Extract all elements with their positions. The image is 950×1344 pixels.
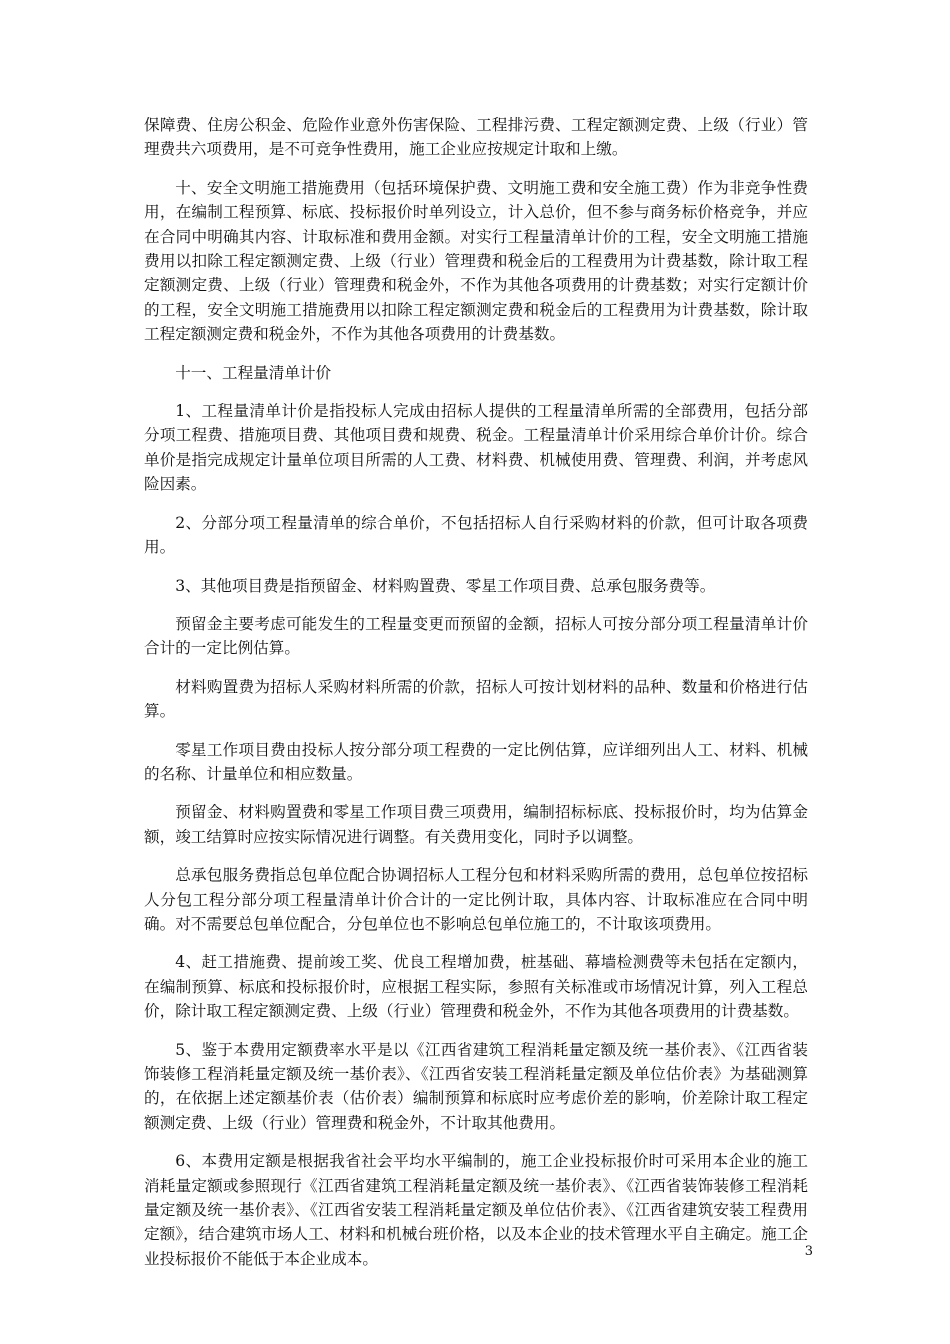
- paragraph-sporadic-work: 零星工作项目费由投标人按分部分项工程费的一定比例估算，应详细列出人工、材料、机械的名称、计量单位和相应数量。: [144, 740, 808, 783]
- paragraph-reserve-fund: 预留金主要考虑可能发生的工程量变更而预留的金额，招标人可按分部分项工程量清单计价合计的一定比例估算。: [144, 614, 808, 658]
- paragraph-item-1: 1、工程量清单计价是指投标人完成由招标人提供的工程量清单所需的全部费用，包括分部分项工程费、措施项目费、其他项目费和规费、税金。工程量清单计价采用综合单价计价。综合单价是指完成规定计量单位项目所需的人工费、材料费、机械使用费、管理费、利润，并考虑风险因素。: [144, 402, 808, 494]
- paragraph-item-6: 6、本费用定额是根据我省社会平均水平编制的，施工企业投标报价时可采用本企业的施工消耗量定额或参照现行《江西省建筑工程消耗量定额及统一基价表》、《江西省装饰装修工程消耗量定额及统一基价表》、《江西省安装工程消耗量定额及单位估价表》、《江西省建筑安装工程费用定额》，结合建筑市场人工、材料和机械台班价格，以及本企业的技术管理水平自主确定。施工企业投标报价不能低于本企业成本。: [144, 1152, 808, 1268]
- body-text: [144, 113, 808, 1285]
- paragraph-estimate-adjust: 预留金、材料购置费和零星工作项目费三项费用，编制招标标底、投标报价时，均为估算金额，竣工结算时应按实际情况进行调整。有关费用变化，同时予以调整。: [144, 803, 808, 846]
- paragraph-material-purchase: 材料购置费为招标人采购材料所需的价款，招标人可按计划材料的品种、数量和价格进行估算。: [144, 677, 808, 721]
- paragraph-item-2: 2、分部分项工程量清单的综合单价，不包括招标人自行采购材料的价款，但可计取各项费用。: [144, 513, 808, 557]
- paragraph-general-contract-fee: 总承包服务费指总包单位配合协调招标人工程分包和材料采购所需的费用，总包单位按招标人分包工程分部分项工程量清单计价合计的一定比例计取，具体内容、计取标准应在合同中明确。对不需要总包单位配合，分包单位也不影响总包单位施工的，不计取该项费用。: [144, 866, 808, 933]
- paragraph-item-5: 5、鉴于本费用定额费率水平是以《江西省建筑工程消耗量定额及统一基价表》、《江西省装饰装修工程消耗量定额及统一基价表》、《江西省安装工程消耗量定额及单位估价表》为基础测算的，在依据上述定额基价表（估价表）编制预算和标底时应考虑价差的影响，价差除计取工程定额测定费、上级（行业）管理费和税金外，不计取其他费用。: [144, 1040, 808, 1132]
- section-heading-11: 十一、工程量清单计价: [175, 363, 332, 382]
- paragraph-item-4: 4、赶工措施费、提前竣工奖、优良工程增加费，桩基础、幕墙检测费等未包括在定额内，在编制预算、标底和投标报价时，应根据工程实际，参照有关标准或市场情况计算，列入工程总价，除计取工程定额测定费、上级（行业）管理费和税金外，不作为其他各项费用的计费基数。: [144, 953, 808, 1021]
- paragraph-item-3: 3、其他项目费是指预留金、材料购置费、零星工作项目费、总承包服务费等。: [175, 576, 716, 595]
- paragraph-section-10: 十、安全文明施工措施费用（包括环境保护费、文明施工费和安全施工费）作为非竞争性费用，在编制工程预算、标底、投标报价时单列设立，计入总价，但不参与商务标价格竞争，并应在合同中明确其内容、计取标准和费用金额。对实行工程量清单计价的工程，安全文明施工措施费用以扣除工程定额测定费、上级（行业）管理费和税金后的工程费用为计费基数，除计取工程定额测定费、上级（行业）管理费和税金外，不作为其他各项费用的计费基数；对实行定额计价的工程，安全文明施工措施费用以扣除工程定额测定费和税金后的工程费用为计费基数，除计取工程定额测定费和税金外，不作为其他各项费用的计费基数。: [144, 178, 808, 344]
- paragraph-continued: 保障费、住房公积金、危险作业意外伤害保险、工程排污费、工程定额测定费、上级（行业）管理费共六项费用，是不可竞争性费用，施工企业应按规定计取和上缴。: [144, 116, 808, 159]
- page-number: 3: [804, 1244, 813, 1259]
